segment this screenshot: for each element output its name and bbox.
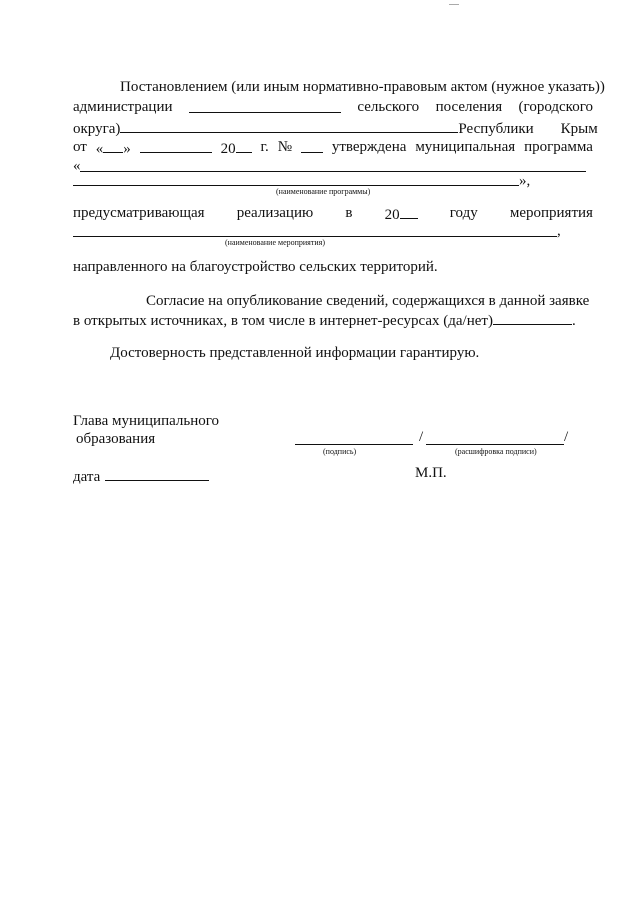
head-title-line-1: Глава муниципального	[73, 413, 220, 429]
signature-slash-2: /	[564, 429, 569, 445]
district-name-blank[interactable]	[120, 119, 458, 133]
date-label: дата	[73, 469, 101, 485]
approved-label: утверждена	[331, 139, 407, 155]
day-blank[interactable]	[103, 139, 123, 153]
program-caption: (наименование программы)	[276, 187, 371, 196]
settlement-label: поселения	[435, 99, 503, 115]
event-name-blank[interactable]	[73, 236, 557, 237]
events-label: мероприятия	[509, 205, 593, 221]
signature-decode-blank[interactable]	[426, 444, 564, 445]
event-caption: (наименование мероприятия)	[225, 238, 325, 247]
scan-mark	[449, 4, 459, 5]
program-open-quote: «	[73, 158, 81, 174]
program-name-blank-2[interactable]	[73, 185, 519, 186]
date-blank[interactable]	[105, 467, 209, 481]
in-label: в	[345, 205, 353, 221]
guarantee-statement: Достоверность представленной информации гарантирую.	[110, 345, 480, 361]
number-sign: №	[277, 139, 292, 155]
event-comma: ,	[557, 223, 561, 239]
year-abbrev: г.	[260, 139, 269, 155]
consent-line-2: в открытых источниках, в том числе в интернет-ресурсах (да/нет) .	[73, 313, 576, 329]
administration-label: администрации	[73, 99, 173, 115]
urban-label: (городского	[518, 99, 593, 115]
resolution-line-3	[73, 119, 598, 138]
republic-label: Республики	[458, 121, 534, 137]
district-label: округа)	[73, 121, 121, 137]
program-close-quote: »,	[519, 173, 531, 189]
municipal-label: муниципальная	[415, 139, 516, 155]
signature-slash-1: /	[419, 429, 424, 445]
head-title-line-2: образования	[76, 431, 156, 447]
consent-answer-blank[interactable]	[493, 311, 572, 325]
stamp-place-label: М.П.	[415, 465, 447, 481]
year-label: году	[449, 205, 478, 221]
date-day-group: « »	[95, 141, 131, 157]
date-row	[73, 467, 209, 486]
resolution-line-4	[73, 139, 593, 158]
resolution-line-1: Постановлением (или иным нормативно-правовым актом (нужное указать))	[120, 79, 605, 95]
number-blank[interactable]	[301, 139, 323, 153]
crimea-label: Крым	[560, 121, 598, 137]
program-label: программа	[524, 139, 593, 155]
resolution-line-9: направленного на благоустройство сельских территорий.	[73, 259, 438, 275]
administration-name-blank[interactable]	[189, 99, 341, 113]
signature-decode-caption: (расшифровка подписи)	[455, 447, 537, 456]
providing-label: предусматривающая	[73, 205, 205, 221]
year-blank[interactable]	[236, 139, 252, 153]
consent-line-1: Согласие на опубликование сведений, содержащихся в данной заявке	[146, 293, 590, 309]
month-blank[interactable]	[140, 139, 212, 153]
from-label: от	[73, 139, 87, 155]
implementation-label: реализацию	[236, 205, 314, 221]
rural-label: сельского	[357, 99, 420, 115]
program-name-blank-1[interactable]	[80, 171, 586, 172]
event-year-group: 20	[385, 205, 418, 224]
signature-caption: (подпись)	[323, 447, 357, 456]
event-year-blank[interactable]	[400, 205, 418, 219]
signature-blank[interactable]	[295, 444, 413, 445]
resolution-line-7	[73, 205, 593, 224]
resolution-line-2	[73, 99, 593, 116]
year-group: 20	[221, 139, 252, 158]
